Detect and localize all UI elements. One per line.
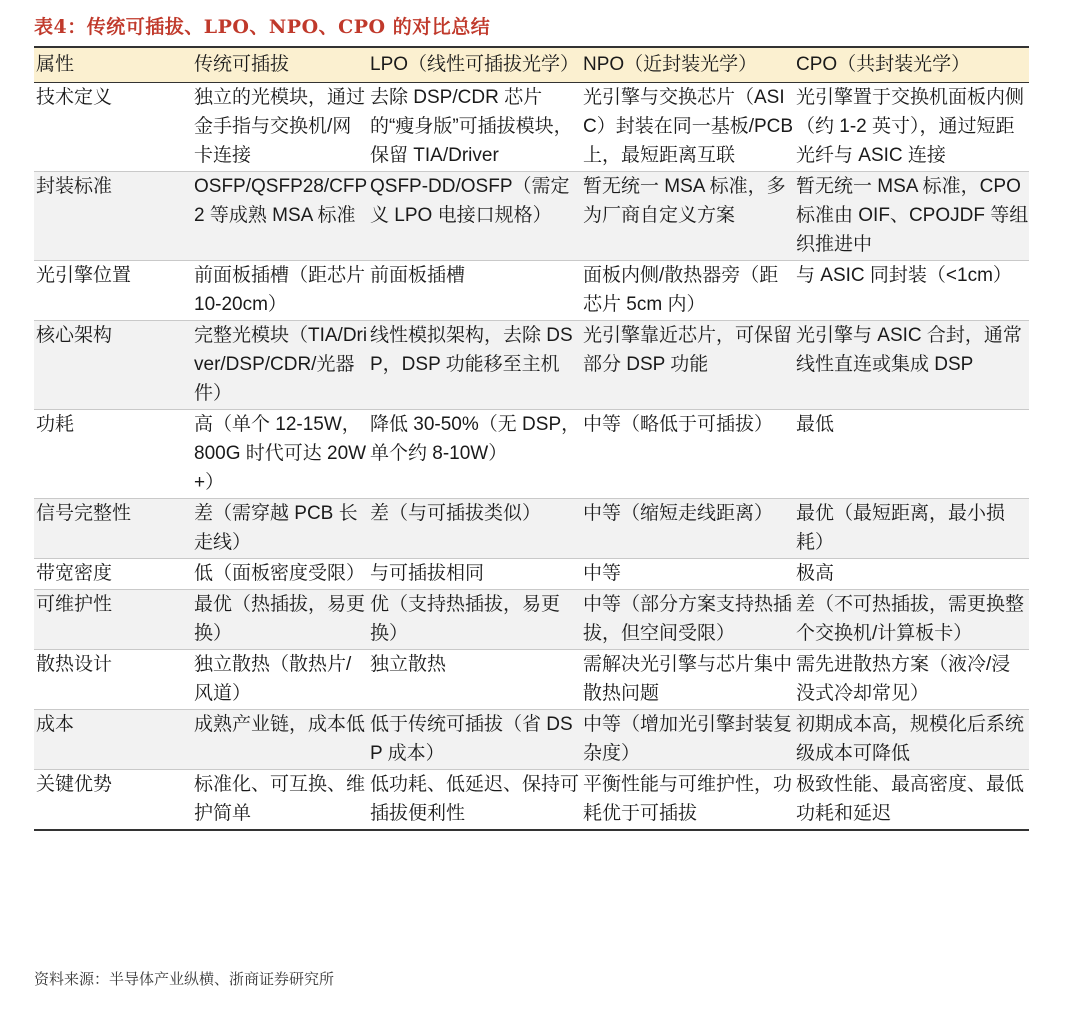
cell-attribute: 关键优势 bbox=[34, 770, 192, 831]
table-row bbox=[34, 559, 1029, 590]
cell-npo: 平衡性能与可维护性，功耗优于可插拔 bbox=[581, 770, 794, 831]
cell-attribute: 散热设计 bbox=[34, 650, 192, 710]
cell-pluggable: 前面板插槽（距芯片 10-20cm） bbox=[192, 261, 368, 321]
cell-cpo: 暂无统一 MSA 标准，CPO 标准由 OIF、CPOJDF 等组织推进中 bbox=[794, 172, 1029, 261]
cell-cpo: 初期成本高，规模化后系统级成本可降低 bbox=[794, 710, 1029, 770]
table-row bbox=[34, 261, 1029, 321]
table-header-row bbox=[34, 47, 1029, 83]
comparison-table-container bbox=[34, 46, 1029, 831]
cell-lpo: 线性模拟架构，去除 DSP，DSP 功能移至主机 bbox=[368, 321, 581, 410]
cell-npo: 中等（缩短走线距离） bbox=[581, 499, 794, 559]
cell-cpo: 光引擎与 ASIC 合封，通常线性直连或集成 DSP bbox=[794, 321, 1029, 410]
cell-attribute: 光引擎位置 bbox=[34, 261, 192, 321]
table-row bbox=[34, 499, 1029, 559]
cell-pluggable: 低（面板密度受限） bbox=[192, 559, 368, 590]
cell-attribute: 成本 bbox=[34, 710, 192, 770]
table-row bbox=[34, 83, 1029, 172]
cell-pluggable: 高（单个 12-15W，800G 时代可达 20W+） bbox=[192, 410, 368, 499]
cell-lpo: 前面板插槽 bbox=[368, 261, 581, 321]
cell-attribute: 信号完整性 bbox=[34, 499, 192, 559]
cell-cpo: 光引擎置于交换机面板内侧（约 1-2 英寸），通过短距光纤与 ASIC 连接 bbox=[794, 83, 1029, 172]
cell-pluggable: 完整光模块（TIA/Driver/DSP/CDR/光器件） bbox=[192, 321, 368, 410]
cell-attribute: 封装标准 bbox=[34, 172, 192, 261]
comparison-table bbox=[34, 46, 1029, 831]
cell-pluggable: 独立的光模块，通过金手指与交换机/网卡连接 bbox=[192, 83, 368, 172]
cell-lpo: 独立散热 bbox=[368, 650, 581, 710]
cell-npo: 中等（略低于可插拔） bbox=[581, 410, 794, 499]
header-npo: NPO（近封装光学） bbox=[581, 47, 794, 83]
cell-cpo: 最低 bbox=[794, 410, 1029, 499]
cell-npo: 中等 bbox=[581, 559, 794, 590]
source-note: 资料来源：半导体产业纵横、浙商证券研究所 bbox=[34, 970, 335, 988]
cell-npo: 需解决光引擎与芯片集中散热问题 bbox=[581, 650, 794, 710]
cell-cpo: 最优（最短距离，最小损耗） bbox=[794, 499, 1029, 559]
cell-pluggable: 标准化、可互换、维护简单 bbox=[192, 770, 368, 831]
cell-npo: 中等（部分方案支持热插拔，但空间受限） bbox=[581, 590, 794, 650]
cell-pluggable: 独立散热（散热片/风道） bbox=[192, 650, 368, 710]
cell-npo: 光引擎靠近芯片，可保留部分 DSP 功能 bbox=[581, 321, 794, 410]
cell-lpo: 去除 DSP/CDR 芯片的“瘦身版”可插拔模块，保留 TIA/Driver bbox=[368, 83, 581, 172]
header-pluggable: 传统可插拔 bbox=[192, 47, 368, 83]
table-row bbox=[34, 172, 1029, 261]
cell-pluggable: OSFP/QSFP28/CFP2 等成熟 MSA 标准 bbox=[192, 172, 368, 261]
cell-lpo: 差（与可插拔类似） bbox=[368, 499, 581, 559]
cell-attribute: 可维护性 bbox=[34, 590, 192, 650]
cell-lpo: 与可插拔相同 bbox=[368, 559, 581, 590]
table-row bbox=[34, 770, 1029, 831]
cell-lpo: 优（支持热插拔，易更换） bbox=[368, 590, 581, 650]
cell-npo: 暂无统一 MSA 标准，多为厂商自定义方案 bbox=[581, 172, 794, 261]
cell-pluggable: 差（需穿越 PCB 长走线） bbox=[192, 499, 368, 559]
table-row bbox=[34, 410, 1029, 499]
table-row bbox=[34, 710, 1029, 770]
cell-attribute: 核心架构 bbox=[34, 321, 192, 410]
header-attribute: 属性 bbox=[34, 47, 192, 83]
cell-attribute: 技术定义 bbox=[34, 83, 192, 172]
cell-npo: 面板内侧/散热器旁（距芯片 5cm 内） bbox=[581, 261, 794, 321]
cell-attribute: 功耗 bbox=[34, 410, 192, 499]
cell-attribute: 带宽密度 bbox=[34, 559, 192, 590]
cell-cpo: 极致性能、最高密度、最低功耗和延迟 bbox=[794, 770, 1029, 831]
table-row bbox=[34, 321, 1029, 410]
cell-lpo: 低功耗、低延迟、保持可插拔便利性 bbox=[368, 770, 581, 831]
cell-npo: 光引擎与交换芯片（ASIC）封装在同一基板/PCB 上，最短距离互联 bbox=[581, 83, 794, 172]
table-caption: 表4：传统可插拔、LPO、NPO、CPO 的对比总结 bbox=[34, 16, 491, 38]
cell-lpo: QSFP-DD/OSFP（需定义 LPO 电接口规格） bbox=[368, 172, 581, 261]
header-lpo: LPO（线性可插拔光学） bbox=[368, 47, 581, 83]
cell-pluggable: 成熟产业链，成本低 bbox=[192, 710, 368, 770]
table-row bbox=[34, 590, 1029, 650]
cell-cpo: 与 ASIC 同封装（<1cm） bbox=[794, 261, 1029, 321]
cell-lpo: 低于传统可插拔（省 DSP 成本） bbox=[368, 710, 581, 770]
table-row bbox=[34, 650, 1029, 710]
cell-pluggable: 最优（热插拔，易更换） bbox=[192, 590, 368, 650]
cell-npo: 中等（增加光引擎封装复杂度） bbox=[581, 710, 794, 770]
cell-cpo: 极高 bbox=[794, 559, 1029, 590]
header-cpo: CPO（共封装光学） bbox=[794, 47, 1029, 83]
cell-cpo: 需先进散热方案（液冷/浸没式冷却常见） bbox=[794, 650, 1029, 710]
cell-cpo: 差（不可热插拔，需更换整个交换机/计算板卡） bbox=[794, 590, 1029, 650]
cell-lpo: 降低 30-50%（无 DSP，单个约 8-10W） bbox=[368, 410, 581, 499]
